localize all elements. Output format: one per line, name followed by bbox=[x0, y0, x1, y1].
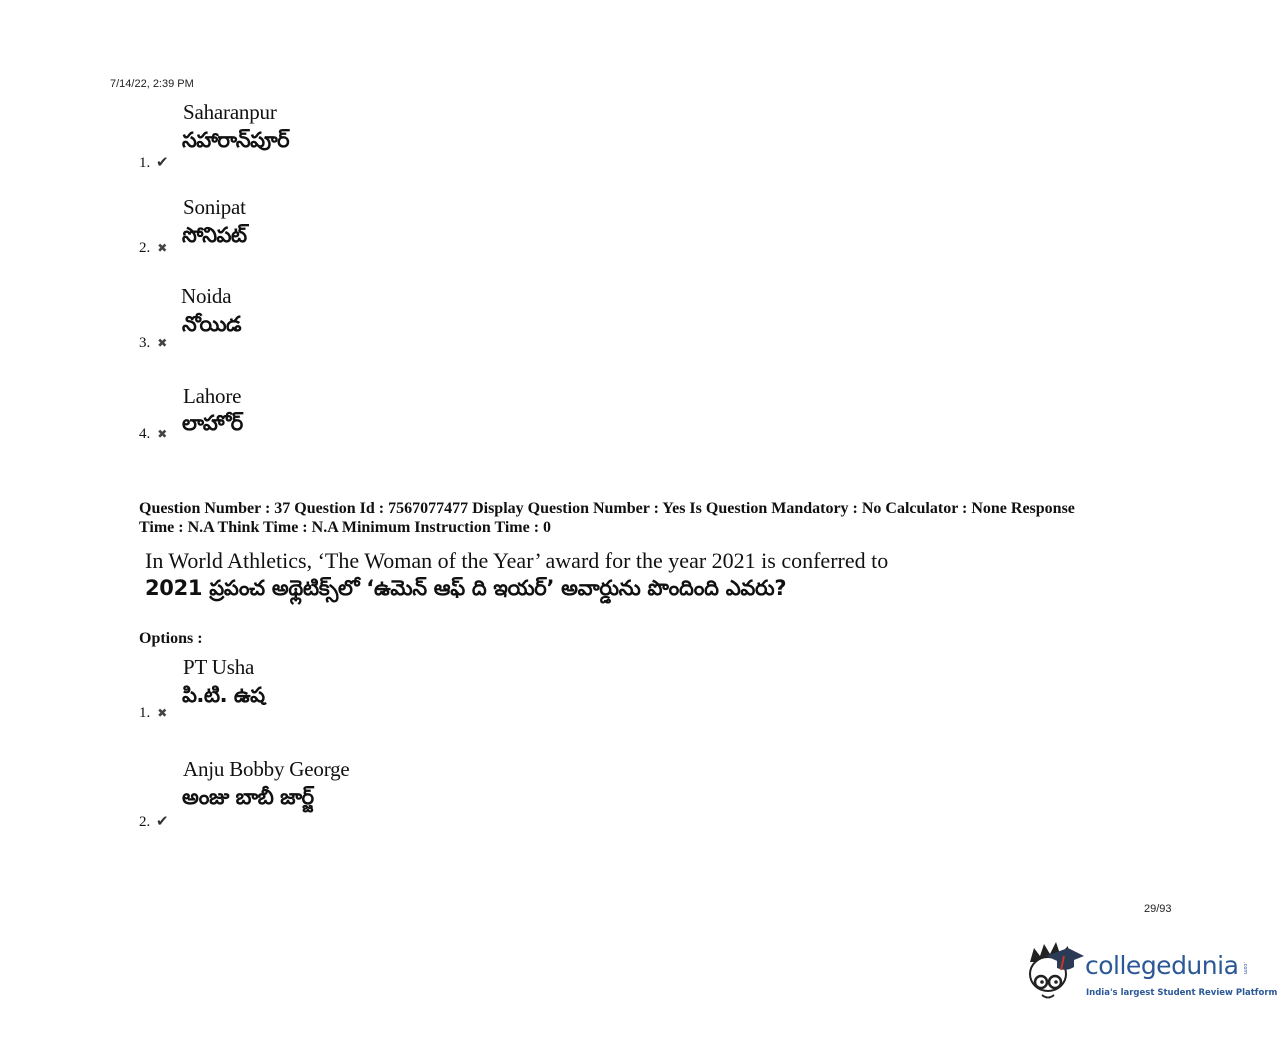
cross-icon: ✖ bbox=[157, 336, 168, 350]
option-text-te: సహారాన్‌పూర్ bbox=[182, 128, 290, 152]
option-number: 2. bbox=[139, 814, 151, 830]
options-heading: Options : bbox=[139, 630, 203, 647]
option-text-te: సోనిపట్ bbox=[182, 223, 247, 247]
cross-icon: ✖ bbox=[157, 241, 168, 255]
mascot-icon bbox=[1024, 940, 1084, 1012]
option-text-te: పి.టి. ఉష bbox=[182, 683, 265, 707]
option-number: 1. bbox=[139, 705, 151, 721]
option-text-te: అంజు బాబీ జార్జ్ bbox=[182, 785, 314, 809]
question-text-en: In World Athletics, ‘The Woman of the Year’ award for the year 2021 is conferred to bbox=[145, 548, 889, 573]
page-number: 29/93 bbox=[1144, 903, 1172, 915]
option-text-en: Anju Bobby George bbox=[183, 757, 350, 781]
question-meta-line-1: Question Number : 37 Question Id : 7567077477 Display Question Number : Yes Is Question Mandatory : No Calculator : None Response bbox=[139, 500, 1075, 517]
check-icon: ✔ bbox=[155, 153, 169, 171]
option-text-en: PT Usha bbox=[183, 655, 255, 679]
option-number: 4. bbox=[139, 426, 151, 442]
option-1 bbox=[139, 655, 539, 727]
print-timestamp: 7/14/22, 2:39 PM bbox=[110, 78, 194, 90]
option-text-te: నోయిడ bbox=[182, 312, 242, 336]
prev-option-3 bbox=[139, 284, 539, 359]
check-icon: ✔ bbox=[155, 812, 169, 830]
option-text-te: లాహోర్ bbox=[182, 411, 243, 435]
question-text-te: 2021 ప్రపంచ అథ్లెటిక్స్‌లో ‘ఉమెన్ ఆఫ్ ది ఇయర్’ అవార్డును పొందింది ఎవరు? bbox=[145, 576, 787, 600]
option-2 bbox=[139, 757, 539, 833]
collegedunia-logo[interactable] bbox=[1024, 940, 1278, 1012]
logo-wordmark: collegedunia bbox=[1085, 951, 1239, 980]
option-text-en: Sonipat bbox=[183, 195, 246, 219]
prev-option-2 bbox=[139, 195, 539, 265]
prev-option-4 bbox=[139, 384, 539, 449]
option-text-en: Saharanpur bbox=[183, 100, 277, 124]
cross-icon: ✖ bbox=[157, 427, 168, 441]
option-text-en: Noida bbox=[181, 284, 232, 308]
question-metadata bbox=[139, 499, 1179, 537]
option-number: 2. bbox=[139, 240, 151, 256]
prev-option-1 bbox=[139, 100, 539, 175]
cross-icon: ✖ bbox=[157, 706, 168, 720]
option-number: 1. bbox=[139, 155, 151, 171]
logo-tagline: India's largest Student Review Platform bbox=[1086, 988, 1278, 998]
logo-tld: .com bbox=[1242, 962, 1248, 975]
option-number: 3. bbox=[139, 335, 151, 351]
option-text-en: Lahore bbox=[183, 384, 242, 408]
question-meta-line-2: Time : N.A Think Time : N.A Minimum Instruction Time : 0 bbox=[139, 519, 552, 536]
